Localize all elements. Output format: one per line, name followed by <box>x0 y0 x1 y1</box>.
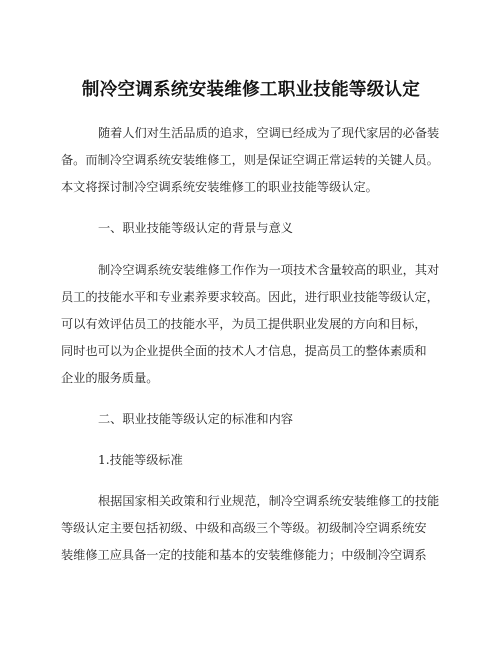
section1-line-5: 企业的服务质量。 <box>61 371 159 385</box>
section1-heading: 一、职业技能等级认定的背景与意义 <box>98 221 293 235</box>
subsection1-line-1: 根据国家相关政策和行业规范，制冷空调系统安装维修工的技能 <box>98 494 440 508</box>
section1-line-1: 制冷空调系统安装维修工作作为一项技术含量较高的职业，其对 <box>98 263 440 277</box>
section1-line-4: 同时也可以为企业提供全面的技术人才信息，提高员工的整体素质和 <box>61 344 427 358</box>
subsection1-heading: 1.技能等级标准 <box>98 453 183 467</box>
intro-line-3: 本文将探讨制冷空调系统安装维修工的职业技能等级认定。 <box>61 180 378 194</box>
section1-line-2: 员工的技能水平和专业素养要求较高。因此，进行职业技能等级认定， <box>61 290 439 304</box>
section2-heading: 二、职业技能等级认定的标准和内容 <box>98 412 293 426</box>
document-title: 制冷空调系统安装维修工职业技能等级认定 <box>81 80 421 100</box>
subsection1-line-2: 等级认定主要包括初级、中级和高级三个等级。初级制冷空调系统安 <box>61 521 427 535</box>
subsection1-line-3: 装维修工应具备一定的技能和基本的安装维修能力；中级制冷空调系 <box>61 548 427 562</box>
intro-line-1: 随着人们对生活品质的追求，空调已经成为了现代家居的必备装 <box>98 126 440 140</box>
intro-line-2: 备。而制冷空调系统安装维修工，则是保证空调正常运转的关键人员。 <box>61 153 439 167</box>
section1-line-3: 可以有效评估员工的技能水平，为员工提供职业发展的方向和目标， <box>61 317 427 331</box>
